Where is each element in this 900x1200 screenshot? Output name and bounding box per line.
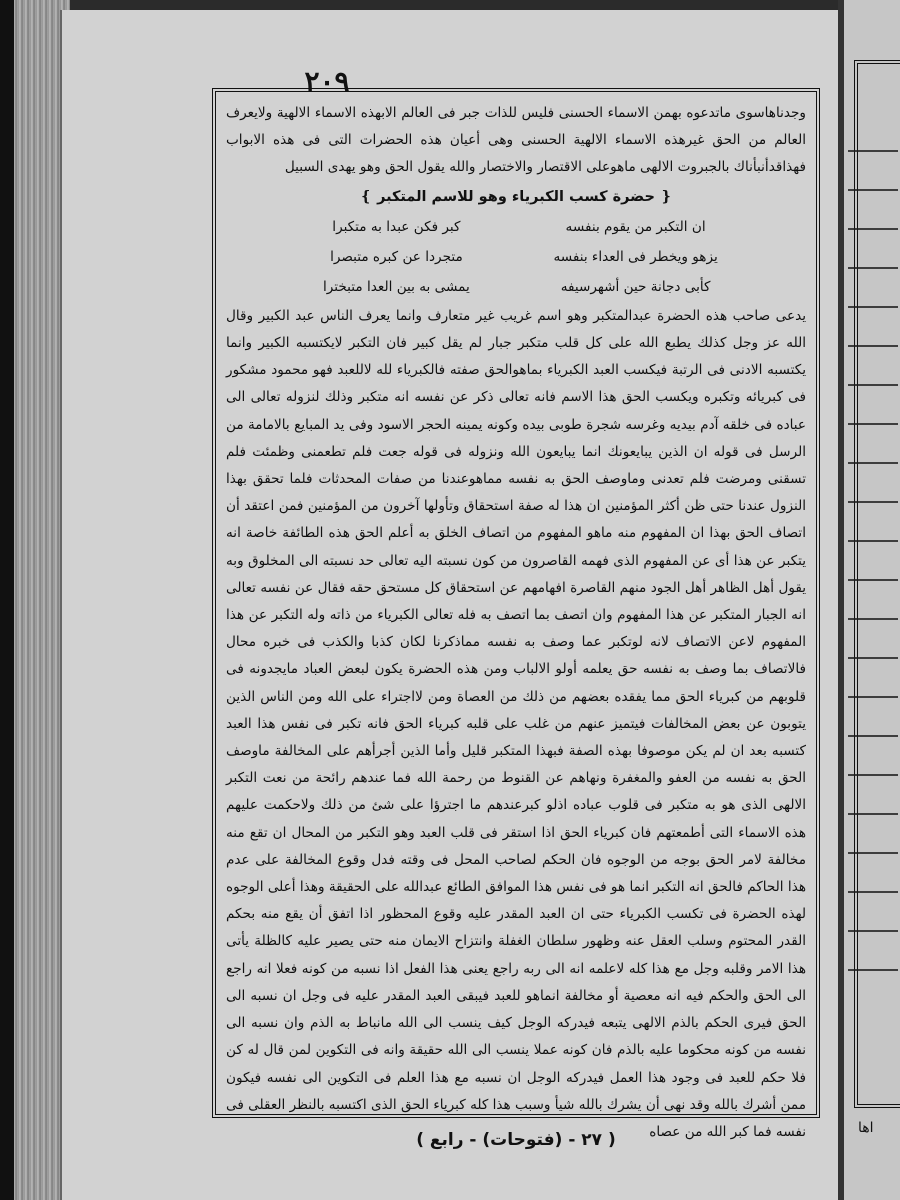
book-page <box>60 10 847 1200</box>
poem-verse <box>286 243 746 273</box>
poem-verse <box>286 213 746 243</box>
poem <box>286 213 746 303</box>
poem-verse <box>286 273 746 303</box>
book-spine-shadow <box>0 0 14 1200</box>
hemistich-first: ان التكبر من يقوم بنفسه <box>565 219 706 236</box>
intro-paragraph: وجدناهاسوى ماتدعوه بهمن الاسماء الحسنى فليس للذات جبر فى العالم الابهذه الاسماء الالهية ولايعرف العالم من الحق غيرهذه الاسماء الالهية الحسنى وهى أعيان هذه الحضرات التى فى هذه الابواب فهذاقدأنبأناك بالجبروت الالهى ماهوعلى الاقتصار والاختصار والله يقول الحق وهو يهدى السبيل <box>226 105 806 176</box>
page-footer: ( ٢٧ - (فتوحات) - رابع ) <box>416 1130 616 1150</box>
facing-page-edge <box>838 0 900 1200</box>
facing-page-tail-text: اها <box>858 1120 874 1136</box>
hemistich-second: متجردا عن كبره متبصرا <box>330 249 463 266</box>
page-number: ٢٠٩ <box>304 65 350 98</box>
hemistich-second: يمشى به بين العدا متبخترا <box>323 279 470 296</box>
hemistich-first: كأبى دجانة حين أشهرسيفه <box>560 279 711 296</box>
body-paragraph: يدعى صاحب هذه الحضرة عبدالمتكبر وهو اسم غريب غير متعارف وانما يعرف الناس عبد الكبير وقال الله عز وجل كذلك يطبع الله على كل قلب متكبر جبار لم يقل كبير فان التكبر لايكتسبه الكبير وانما يكتسبه الادنى فى الرتبة فيكسب العبد الكبرياء بماهوالحق صفته فالكبرياء لله لاللعبد فهو محمود مشكور فى كبريائه وتكبره ويكسب الحق هذا الاسم فانه تعالى ذكر عن نفسه انه متكبر وذلك لنزوله تعالى الى عباده فى خلقه آدم بيديه وغرسه شجرة طوبى بيده وكونه يمينه الحجر الاسود وفى يد المبايع بالامامة من الرسل فى قوله ان الذين يبايعونك انما يبايعون الله ونزوله فى قوله جعت فلم تطعمنى وظمئت فلم تسقنى ومرضت فلم تعدنى وماوصف الحق به نفسه مماهوعندنا من صفات المحدثات فلما تحقق بهذا النزول عندنا حتى ظن أكثر المؤمنين ان هذا له صفة استحقاق وتأولها آخرون من المؤمنين فمن اعتقد أن اتصاف الحق بهذا ان المفهوم منه ماهو المفهوم من اتصاف الخلق به أعلم الحق هذه الطائفة خاصة انه يتكبر عن هذا أى عن المفهوم الذى فهمه القاصرون من كون نسبته اليه تعالى حد نسبته الى المخلوق وبه يقول أهل الظاهر أهل الجود منهم القاصرة افهامهم عن استحقاق كل مستحق حقه فقال عن نفسه تعالى انه الجبار المتكبر عن هذا المفهوم وان اتصف بما اتصف به فله تعالى الكبرياء من ذاته وله التكبر عن هذا المفهوم لاعن الاتصاف لانه لوتكبر عما وصف به نفسه مماذكرنا لكان كذبا والكذب فى خبره محال فالاتصاف بما وصف به نفسه حق يعلمه أولو الالباب ومن هذه الحضرة يكون لبعض العباد مايجدونه فى قلوبهم من كبرياء الحق مما يفقده بعضهم من ذلك من العصاة ومن لااجتراء على الله ومن الناس الذين يتوبون عن بعض المخالفات فيتميز عنهم من غلب على قلبه كبرياء الحق فانه تكبر فى نفس هذا العبد كتسبه بعد ان لم يكن موصوفا بهذه الصفة فبهذا المتكبر قليل وأما الذين أجرأهم على المخالفة ماوصف الحق به نفسه من العفو والمغفرة ونهاهم عن القنوط من رحمة الله فما عندهم رائحة من نعت التكبر الالهى الذى هو به متكبر فى قلوب عباده اذلو كبرعندهم ما اجترؤا على شئ من ذلك ولاحكمت عليهم هذه الاسماء التى أطمعتهم فان كبرياء الحق اذا استقر فى قلب العبد وهو التكبر من المحال ان تقع منه مخالفة لامر الحق بوجه من الوجوه فان الحكم لصاحب المحل فى وقته فدل وقوع المخالفة على عدم هذا الحاكم فالحق انه التكبر انما هو فى نفس هذا الموافق الطائع عبدالله على الحقيقة وهذا أعلى الوجوه لهذه الحضرة فى تكسب الكبرياء حتى ان العبد المقدر عليه وقوع المحظور اذا اتفق أن يقع منه بحكم القدر المحتوم وسلب العقل عنه وظهور سلطان الغفلة وانتزاح الايمان منه حتى يصير عليه كالظلة يأتى هذا الامر وقلبه وجل مع هذا كله لاعلمه انه الى ربه راجع يعنى هذا الفعل اذا نسبه من كونه فعلا انه راجع الى الحق والحكم فيه انه معصية أو مخالفة انماهو للعبد فيبقى العبد المقدر عليه فى وجل ان نسبه الى الحق فيرى الحكم بالذم الالهى يتبعه فيدركه الوجل كيف ينسب الى الله مانباط به الذم وان نسبه الى نفسه من كونه محكوما عليه بالذم فان كونه عملا ينسب الى الله حقيقة وانه فى التكوين لمن قال له كن فلا حكم للعبد فى وجود هذا العمل فيدركه الوجل ان نسبه مع هذا العلم فى التكوين الى نفسه فيكون ممن أشرك بالله وقد نهى أن يشرك بالله شيأ وسبب هذا كله كبرياء الحق الذى اكتسبه بالنظر العقلى فى نفسه فما كبر الله من عصاه <box>226 307 806 1140</box>
section-heading-text: حضرة كسب الكبرياء وهو للاسم المتكبر <box>377 188 655 205</box>
section-heading: ❴ حضرة كسب الكبرياء وهو للاسم المتكبر ❵ <box>359 188 673 205</box>
hemistich-second: كبر فكن عبدا به متكبرا <box>332 219 461 236</box>
hemistich-first: يزهو ويخطر فى العداء بنفسه <box>553 249 718 266</box>
facing-page-text-lines <box>848 150 898 1008</box>
main-text <box>226 100 806 1146</box>
